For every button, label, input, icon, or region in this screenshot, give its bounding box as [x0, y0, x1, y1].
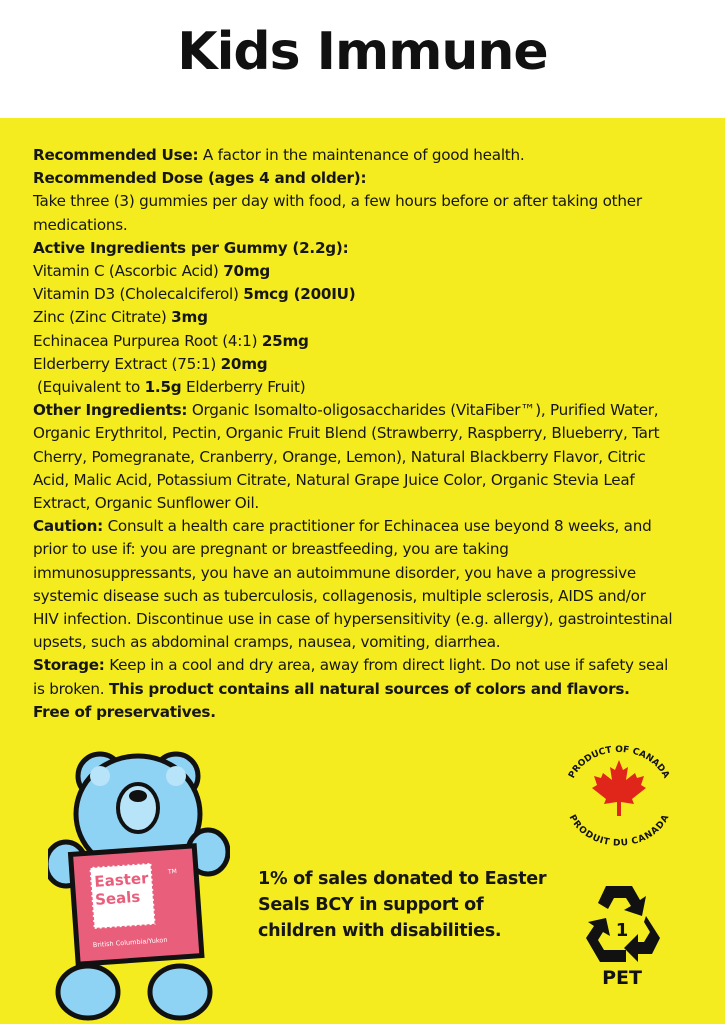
sign-text-seals: Seals [94, 887, 141, 909]
header [0, 0, 725, 118]
label-text [33, 144, 701, 724]
other-ingredients-line: Acid, Malic Acid, Potassium Citrate, Natural Grape Juice Color, Organic Stevia Leaf [33, 470, 635, 489]
badge-text-top: PRODUCT OF CANADA [567, 745, 671, 781]
other-ingredients-line: Organic Erythritol, Pectin, Organic Fruit Blend (Strawberry, Raspberry, Blueberry, Tart [33, 424, 660, 443]
caution-line: systemic disease such as tuberculosis, collagenosis, multiple sclerosis, AIDS and/or [33, 586, 646, 605]
gummy-bear-mascot [48, 742, 230, 1024]
recommended-dose-line: medications. [33, 215, 128, 234]
caution-line: HIV infection. Discontinue use in case of hypersensitivity (e.g. allergy), gastrointestinal [33, 610, 673, 629]
ingredient-row: Vitamin C (Ascorbic Acid) 70mg [33, 262, 271, 281]
ingredient-row: Zinc (Zinc Citrate) 3mg [33, 308, 208, 327]
caution: Caution: Consult a health care practitioner for Echinacea use beyond 8 weeks, and [33, 517, 652, 536]
resin-label: PET [602, 967, 642, 989]
bear-leg-right [150, 966, 210, 1018]
equivalent-row: (Equivalent to 1.5g Elderberry Fruit) [37, 378, 306, 397]
ingredient-row: Echinacea Purpurea Root (4:1) 25mg [33, 331, 309, 350]
other-ingredients: Other Ingredients: Organic Isomalto-oligosaccharides (VitaFiber™), Purified Water, [33, 401, 659, 420]
maple-leaf-icon [592, 760, 646, 816]
resin-code: 1 [615, 920, 629, 941]
recommended-dose-heading: Recommended Dose (ages 4 and older): [33, 169, 367, 188]
recycle-pet-icon [576, 876, 668, 990]
sign-subtext: British Columbia/Yukon [92, 935, 168, 950]
active-ingredients-heading: Active Ingredients per Gummy (2.2g): [33, 238, 349, 257]
trademark-mark: TM [167, 868, 178, 876]
other-ingredients-line: Extract, Organic Sunflower Oil. [33, 494, 260, 513]
recommended-dose-line: Take three (3) gummies per day with food, a few hours before or after taking other [33, 192, 642, 211]
ingredient-row: Elderberry Extract (75:1) 20mg [33, 354, 268, 373]
caution-line: upsets, such as abdominal cramps, nausea, vomiting, diarrhea. [33, 633, 501, 652]
recommended-use: Recommended Use: A factor in the maintenance of good health. [33, 146, 525, 164]
badge-text-bottom: PRODUIT DU CANADA [566, 813, 672, 848]
storage-line: is broken. This product contains all natural sources of colors and flavors. [33, 679, 630, 698]
sign-text-easter: Easter [93, 869, 150, 891]
product-of-canada-badge [556, 738, 682, 848]
caution-line: immunosuppressants, you have an autoimmune disorder, you have a progressive [33, 563, 636, 582]
product-title: Kids Immune [177, 22, 548, 82]
bear-leg-left [58, 966, 118, 1018]
other-ingredients-line: Cherry, Pomegranate, Cranberry, Orange, Lemon), Natural Blackberry Flavor, Citric [33, 447, 646, 466]
caution-line: prior to use if: you are pregnant or breastfeeding, you are taking [33, 540, 509, 559]
storage-line: Free of preservatives. [33, 702, 216, 721]
storage: Storage: Keep in a cool and dry area, away from direct light. Do not use if safety seal [33, 656, 669, 675]
ingredient-row: Vitamin D3 (Cholecalciferol) 5mcg (200IU) [33, 285, 356, 304]
donation-note: 1% of sales donated to Easter Seals BCY in support of children with disabilities. [258, 869, 547, 941]
